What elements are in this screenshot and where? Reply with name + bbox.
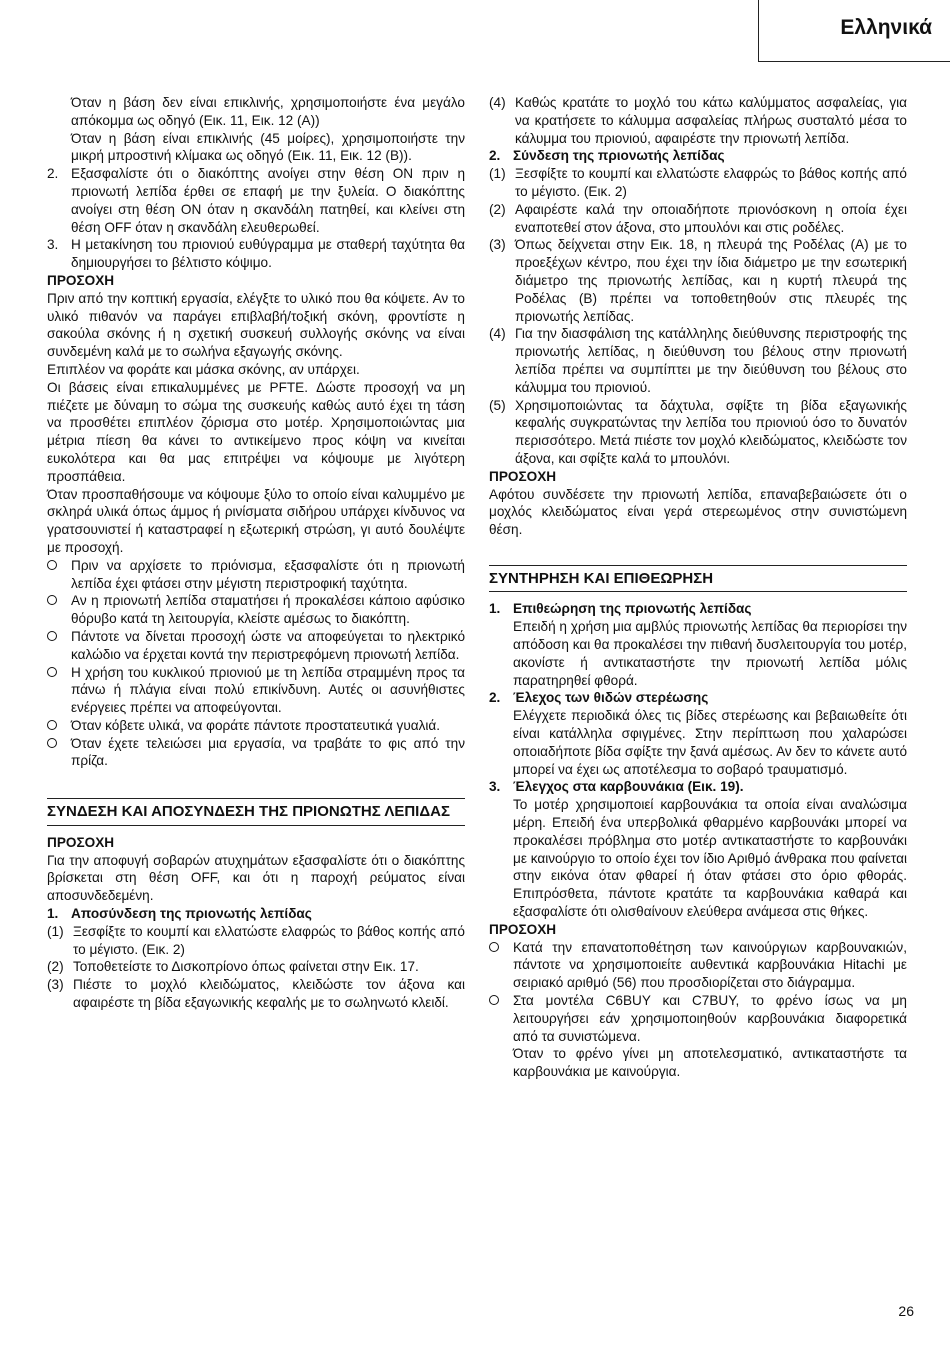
caution-heading: ΠΡΟΣΟΧΗ xyxy=(489,468,557,484)
item-title: Έλεγχος στα καρβουνάκια (Εικ. 19). xyxy=(513,779,744,795)
item-number: 2. xyxy=(489,690,501,706)
item-number: 3. xyxy=(47,237,59,253)
item-title: Επιθεώρηση της πριονωτής λεπίδας xyxy=(513,601,752,617)
bullet-item xyxy=(47,592,465,628)
closing-paragraph: Όταν το φρένο γίνει μη αποτελεσματικό, αντικαταστήστε τα καρβουνάκια με καινούργια. xyxy=(513,1046,907,1080)
circle-bullet-icon xyxy=(47,720,57,730)
item-text: Επειδή η χρήση μια αμβλύς πριονωτής λεπίδας θα περιορίσει την απόδοση και θα προκαλέσει την πιθανή δυσλειτουργία του μοτέρ, ακονίστε ή αντικαταστήστε την πριονωτή λεπίδα μόλις παρατηρηθεί φθορά. xyxy=(513,619,908,688)
item-number: 3. xyxy=(489,779,501,795)
step-item xyxy=(489,94,907,147)
circle-bullet-icon xyxy=(489,995,499,1005)
bullet-text: Όταν έχετε τελειώσει μια εργασία, να τραβάτε το φις από την πρίζα. xyxy=(71,735,465,769)
circle-bullet-icon xyxy=(489,942,499,952)
caution-paragraph: Όταν προσπαθήσουμε να κόψουμε ξύλο το οποίο είναι καλυμμένο με σκληρά υλικά όπως άμμος ή ρινίσματα σιδήρου υπάρχει κίνδυνος να γρατσουνιστεί ή καταστραφεί η εξωτερική στρώση, γι αυτό δουλέψτε με προσοχή. xyxy=(47,486,465,555)
bullet-item xyxy=(47,628,465,664)
step-number: (2) xyxy=(489,201,506,217)
language-tab xyxy=(758,0,950,62)
step-text: Χρησιμοποιώντας τα δάχτυλα, σφίξτε τη βίδα εξαγωνικής κεφαλής συγκρατώντας την λεπίδα του πριονιού όσο το δυνατόν περισσότερο. Μετά πιέστε τον μοχλό κλειδώματος, κλειδώστε τον άξονα, και σφίξτε καλά το μπουλόνι. xyxy=(515,397,907,466)
page-number: 26 xyxy=(898,1303,914,1319)
step-item xyxy=(47,958,465,976)
subsection-number: 2. xyxy=(489,148,501,164)
section-heading: ΣΥΝΔΕΣΗ ΚΑΙ ΑΠΟΣΥΝΔΕΣΗ ΤΗΣ ΠΡΙΟΝΩΤΗΣ ΛΕΠΙΔΑΣ xyxy=(47,798,465,826)
step-number: (5) xyxy=(489,397,506,413)
bullet-item xyxy=(489,992,907,1045)
step-number: (3) xyxy=(47,977,64,993)
step-number: (2) xyxy=(47,959,64,975)
caution-paragraph: Πριν από την κοπτική εργασία, ελέγξτε το υλικό που θα κόψετε. Αν το υλικό πιθανόν να παράγει επιβλαβή/τοξική σκόνη, φροντίστε η σακούλα σκόνης ή η σχετική συσκευή συλλογής σκόνης να είναι συνδεμένη καλά με το σωλήνα εξαγωγής σκόνης. xyxy=(47,290,465,360)
step-number: (1) xyxy=(489,166,506,182)
step-text: Ξεσφίξτε το κουμπί και ελλατώστε ελαφρώς το βάθος κοπής από το μέγιστο. (Εικ. 2) xyxy=(515,166,907,199)
bullet-text: Κατά την επανατοποθέτηση των καινούργιων καρβουνακιών, πάντοτε να χρησιμοποιείτε αυθεντικά καρβουνάκια Hitachi με σειριακό αριθμό (56) που προσδιορίζεται στο διάγραμμα. xyxy=(513,939,907,991)
bullet-text: Πριν να αρχίσετε το πριόνισμα, εξασφαλίστε ότι η πριονωτή λεπίδα έχει φτάσει στην μέγιστη περιστροφική ταχύτητα. xyxy=(71,557,465,591)
bullet-text: Η χρήση του κυκλικού πριονιού με τη λεπίδα στραμμένη προς τα πάνω ή πλάγια είναι πολύ επικίνδυνη. Αυτές οι ασυνήθιστες ενέργειες πρέπει να αποφεύγονται. xyxy=(71,664,465,716)
caution-paragraph: Για την αποφυγή σοβαρών ατυχημάτων εξασφαλίστε ότι ο διακόπτης βρίσκεται στη θέση OFF, και ότι η παροχή ρεύματος είναι αποσυνδεδεμένη. xyxy=(47,852,465,904)
circle-bullet-icon xyxy=(47,631,57,641)
step-text: Αφαιρέστε καλά την οποιαδήποτε πριονόσκονη η οποία έχει εναποτεθεί στον άξονα, στο μπουλόνι και στις ροδέλες. xyxy=(515,201,907,235)
list-item xyxy=(47,165,465,236)
step-item xyxy=(489,201,907,237)
bullet-item xyxy=(47,557,465,593)
subsection-title: Σύνδεση της πριονωτής λεπίδας xyxy=(513,148,725,164)
maintenance-item xyxy=(489,689,907,778)
item-text: Το μοτέρ χρησιμοποιεί καρβουνάκια τα οποία είναι αναλώσιμα μέρη. Επειδή ένα υπερβολικά φθαρμένο καρβουνάκι μπορεί να προκαλέσει πρόβλημα στο μοτέρ αντικαταστήστε το καρβουνάκι με καινούργιο το οποίο έχει τον ίδιο Αριθμό άνθρακα που φαίνεται στην εικόνα όταν φθαρεί ή όταν φτάσει στο όριο φθοράς. Επιπρόσθετα, πάντοτε κρατάτε τα καρβουνάκια καθαρά και εξασφαλίστε ότι ολισθαίνουν ελεύθερα ανάμεσα στις θήκες. xyxy=(513,797,907,919)
caution-heading: ΠΡΟΣΟΧΗ xyxy=(47,272,115,288)
circle-bullet-icon xyxy=(47,560,57,570)
maintenance-item xyxy=(489,778,907,920)
bullet-item xyxy=(47,664,465,717)
circle-bullet-icon xyxy=(47,738,57,748)
bullet-text: Αν η πριονωτή λεπίδα σταματήσει ή προκαλέσει κάποιο αφύσικο θόρυβο κατά τη λειτουργία, κλείστε αμέσως το διακόπτη. xyxy=(71,593,465,627)
caution-paragraph: Επιπλέον να φοράτε και μάσκα σκόνης, αν υπάρχει. xyxy=(47,361,360,377)
bullet-item xyxy=(489,939,907,992)
step-text: Καθώς κρατάτε το μοχλό του κάτω καλύμματος ασφαλείας, για να κρατήσετε το κάλυμμα ασφαλείας πλήρως συσταλτό μέσα το κάλυμμα του πριονιού, αφαιρέστε την πριονωτή λεπίδα. xyxy=(515,95,907,146)
caution-heading: ΠΡΟΣΟΧΗ xyxy=(47,834,115,850)
step-number: (1) xyxy=(47,923,64,939)
bullet-text: Όταν κόβετε υλικά, να φοράτε πάντοτε προστατευτικά γυαλιά. xyxy=(71,717,441,733)
circle-bullet-icon xyxy=(47,667,57,677)
step-text: Τοποθετείστε το Δισκοπρίονο όπως φαίνεται στην Εικ. 17. xyxy=(73,959,419,975)
step-item xyxy=(489,165,907,201)
item-text: Εξασφαλίστε ότι ο διακόπτης ανοίγει στην θέση ON πριν η πριονωτή λεπίδα έρθει σε επαφή με την ξυλεία. Ο διακόπτης ανοίγει στη θέση ON όταν η σκανδάλη πατηθεί, και κλείνει στη θέση OFF όταν η σκανδάλη ελευθερωθεί. xyxy=(71,166,465,235)
caution-paragraph: Αφότου συνδέσετε την πριονωτή λεπίδα, επαναβεβαιώσετε ότι ο μοχλός κλειδώματος είναι γερά στερεωμένος στην συνιστώμενη θέση. xyxy=(489,486,907,538)
step-text: Ξεσφίξτε το κουμπί και ελλατώστε ελαφρώς το βάθος κοπής από το μέγιστο. (Εικ. 2) xyxy=(73,923,465,957)
paragraph-base-inclined: Όταν η βάση είναι επικλινής (45 μοίρες), χρησιμοποιήστε την μικρή μπροστινή κλίμακα ως οδηγό (Εικ. 11, Εικ. 12 (B)). xyxy=(71,130,465,164)
circle-bullet-icon xyxy=(47,595,57,605)
step-item xyxy=(489,325,907,396)
paragraph-base-not-inclined: Όταν η βάση δεν είναι επικλινής, χρησιμοποιήστε ένα μεγάλο απόκομμα ως οδηγό (Εικ. 11, Εικ. 12 (A)) xyxy=(71,95,465,128)
bullet-item xyxy=(47,735,465,771)
section-heading: ΣΥΝΤΗΡΗΣΗ ΚΑΙ ΕΠΙΘΕΩΡΗΣΗ xyxy=(489,565,907,593)
bullet-text: Πάντοτε να δίνεται προσοχή ώστε να αποφεύγεται το ηλεκτρικό καλώδιο να έρχεται κοντά την περιστρεφόμενη πριονωτή λεπίδα. xyxy=(71,628,465,662)
step-text: Πιέστε το μοχλό κλειδώματος, κλειδώστε τον άξονα και αφαιρέστε τη βίδα εξαγωνικής κεφαλής με το σωληνωτό κλειδί. xyxy=(73,977,465,1010)
item-title: Έλεχος των θιδών στερέωσης xyxy=(513,690,709,706)
right-column xyxy=(489,94,907,1081)
item-number: 1. xyxy=(489,601,501,617)
item-text: Ελέγχετε περιοδικά όλες τις βίδες στερέωσης και βεβαιωθείτε ότι είναι κατάλληλα σφιγμένες. Στην περίπτωση που χαλαρώσει οποιαδήποτε βίδα σφίξτε την ξανά αμέσως. Αν δεν το κάνετε αυτό μπορεί να έχει ως αποτέλεσμα το σοβαρό τραυματισμό. xyxy=(513,708,907,777)
item-text: Η μετακίνηση του πριονιού ευθύγραμμα με σταθερή ταχύτητα θα δημιουργήσει το βέλτιστο κόψιμο. xyxy=(71,237,465,271)
left-column xyxy=(47,94,465,1012)
item-number: 2. xyxy=(47,166,59,182)
subsection-title: Αποσύνδεση της πριονωτής λεπίδας xyxy=(71,905,312,921)
step-item xyxy=(47,976,465,1012)
subsection-number: 1. xyxy=(47,905,59,921)
bullet-text: Στα μοντέλα C6BUY και C7BUY, το φρένο ίσως να μη λειτουργήσει εάν χρησιμοποιηθούν καρβουνάκια διαφορετικά από τα συνιστώμενα. xyxy=(513,992,907,1044)
list-item xyxy=(47,236,465,272)
step-item xyxy=(47,923,465,959)
bullet-item xyxy=(47,717,465,735)
caution-heading: ΠΡΟΣΟΧΗ xyxy=(489,921,557,937)
step-number: (4) xyxy=(489,95,506,110)
step-item xyxy=(489,397,907,468)
maintenance-item xyxy=(489,600,907,689)
caution-paragraph: Οι βάσεις είναι επικαλυμμένες με PFTE. Δώστε προσοχή να μη πιέζετε με δύναμη το σώμα της συσκευής καθώς αυτό έχει τη τάση να προσθέτει επιπλέον ζόρισμα στο μοτέρ. Χρησιμοποιώντας μια μέτρια πίεση θα κάνει το αντικείμενο προς κόψη να κινείται ευκολότερα και θα μας επιτρέψει να κόψουμε με λιγότερη προσπάθεια. xyxy=(47,379,465,484)
subsection-heading xyxy=(489,147,907,165)
language-label: Ελληνικά xyxy=(840,16,932,39)
step-item xyxy=(489,236,907,325)
step-text: Για την διασφάλιση της κατάλληλης διεύθυνσης περιστροφής της πριονωτής λεπίδας, η διεύθυνση του βέλους στην πριονωτή λεπίδα πρέπει να συμπίπτει με την διεύθυνση του βέλους στο κάλυμμα του πριονιού. xyxy=(515,326,907,395)
step-number: (4) xyxy=(489,326,506,342)
step-text: Όπως δείχνεται στην Εικ. 18, η πλευρά της Ροδέλας (A) με το προεξέχων κέντρο, που έχει την ίδια διάμετρο με την εσωτερική διάμετρο της πριονωτής λεπίδας, και η κυρτή πλευρά της Ροδέλας (B) πρέπει να τοποθετηθούν στις πλευρές της πριονωτής λεπίδας. xyxy=(515,237,907,324)
step-number: (3) xyxy=(489,237,506,253)
subsection-heading xyxy=(47,905,465,923)
